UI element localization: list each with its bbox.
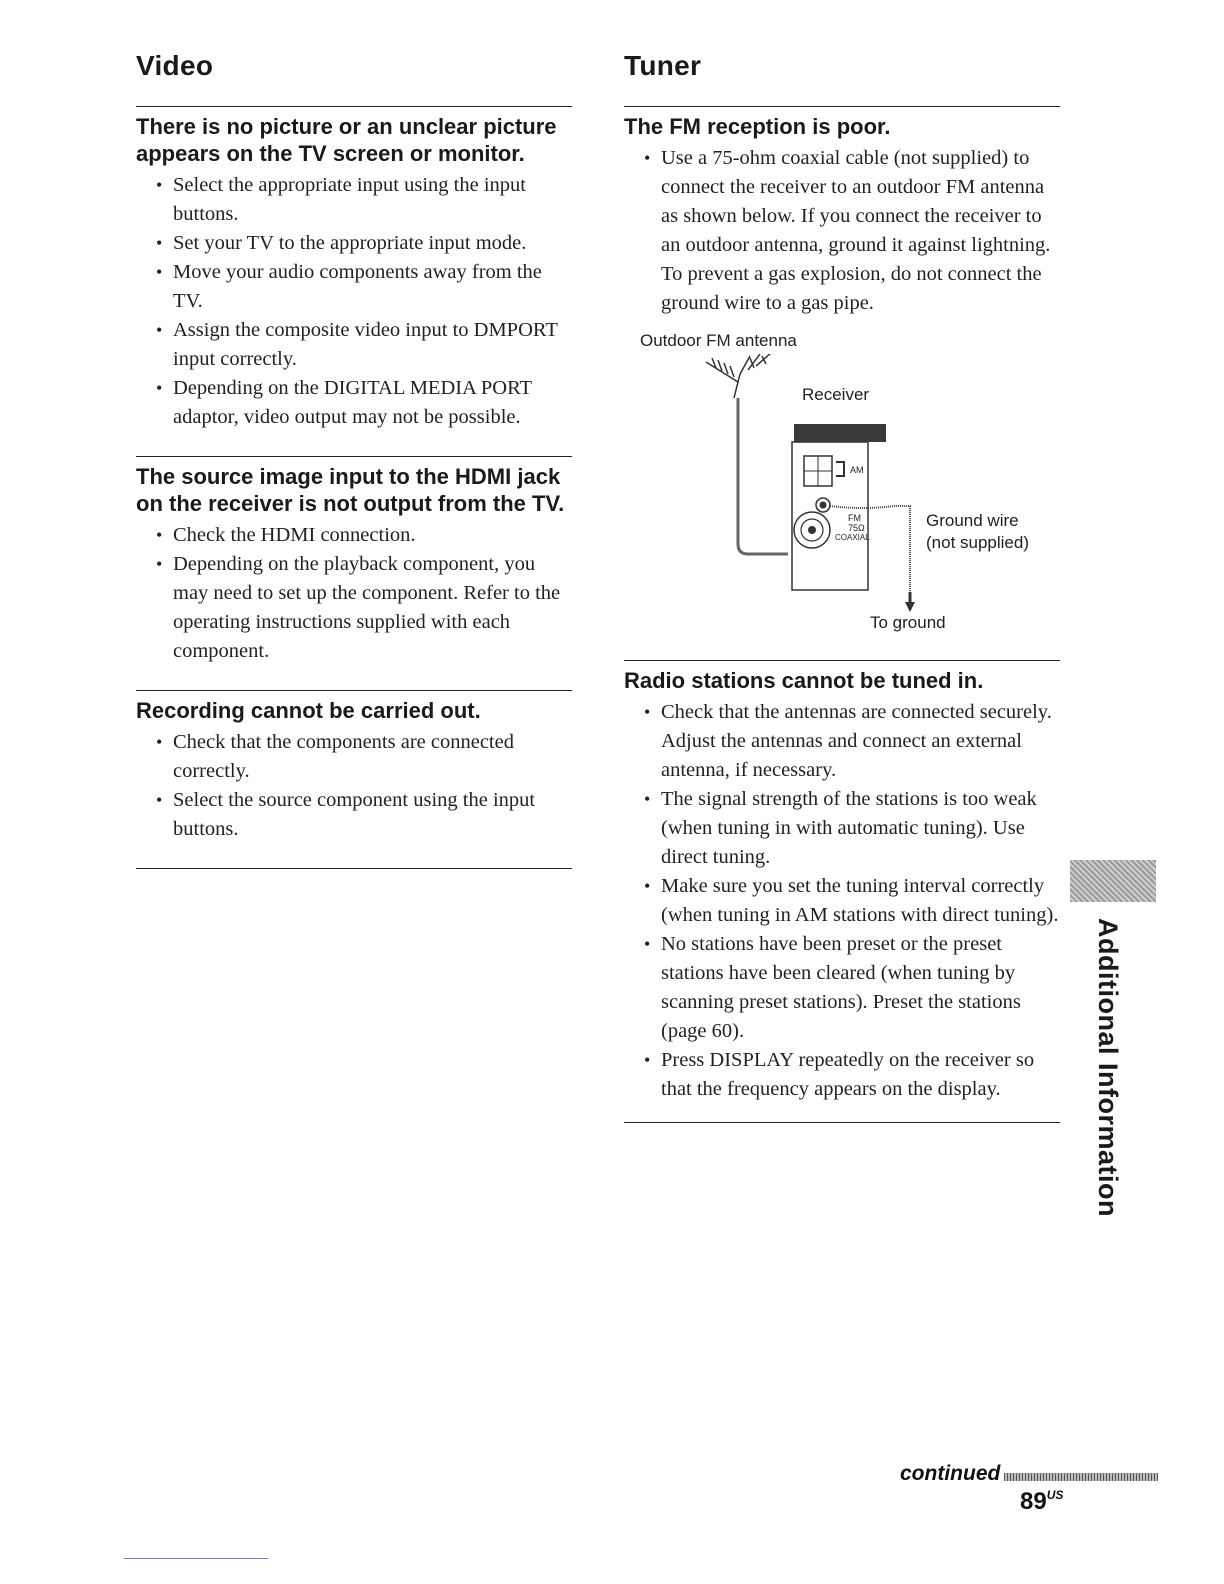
ground-wire-label: Ground wire [926, 511, 1019, 530]
tuner-topic-cannot-tune [624, 660, 1060, 1104]
down-arrow-icon [905, 592, 915, 612]
section-end-rule [136, 868, 572, 869]
receiver-label: Receiver [802, 385, 870, 404]
list-item: • The signal strength of the stations is too weak (when tuning in with automatic tuning). Use direct tuning. [644, 785, 1060, 872]
topic-title: There is no picture or an unclear picture appears on the TV screen or monitor. [136, 114, 557, 166]
list-item: • Check the HDMI connection. [156, 521, 572, 550]
bullet-list [624, 698, 1060, 1104]
outdoor-antenna-label: Outdoor FM antenna [640, 331, 797, 350]
antenna-connection-drawing [624, 354, 1060, 634]
bullet-list [624, 144, 1060, 318]
bullet-list [136, 521, 572, 666]
video-topic-hdmi [136, 456, 572, 666]
fm-terminal-label-1: FM [848, 513, 861, 523]
coaxial-cable-line [738, 398, 788, 554]
video-topic-no-picture [136, 106, 572, 432]
list-item: • Assign the composite video input to DMPORT input correctly. [156, 316, 572, 374]
topic-title: Recording cannot be carried out. [136, 698, 481, 723]
fm-terminal-label-3: COAXIAL [835, 533, 870, 542]
fm-antenna-diagram [624, 330, 1060, 660]
video-heading: Video [136, 50, 214, 81]
list-item: • Check that the components are connected correctly. [156, 728, 572, 786]
list-item: • Depending on the playback component, you may need to set up the component. Refer to the operating instructions supplied with each component. [156, 550, 572, 666]
topic-title: Radio stations cannot be tuned in. [624, 668, 984, 693]
page-number-value: 89 [1020, 1488, 1047, 1515]
tuner-section [624, 50, 1060, 1123]
continued-text: continued [900, 1462, 1001, 1485]
tuner-topic-fm-reception [624, 106, 1060, 318]
video-section [136, 50, 572, 869]
list-item: • No stations have been preset or the preset stations have been cleared (when tuning by scanning preset stations). Preset the stations (page 60). [644, 930, 1060, 1046]
chapter-tab-marker [1070, 860, 1156, 902]
antenna-icon [706, 354, 772, 398]
list-item: • Select the appropriate input using the input buttons. [156, 171, 572, 229]
chapter-side-label: Additional Information [1093, 918, 1123, 1217]
list-item: • Move your audio components away from the TV. [156, 258, 572, 316]
fm-terminal-label-2: 75Ω [848, 523, 865, 533]
bullet-list [136, 171, 572, 432]
page-number [1020, 1488, 1063, 1516]
to-ground-label: To ground [870, 613, 946, 632]
section-end-rule [624, 1122, 1060, 1123]
list-item: • Check that the antennas are connected securely. Adjust the antennas and connect an external antenna, if necessary. [644, 698, 1060, 785]
list-item: • Depending on the DIGITAL MEDIA PORT adaptor, video output may not be possible. [156, 374, 572, 432]
topic-title: The source image input to the HDMI jack on the receiver is not output from the TV. [136, 464, 565, 516]
video-topic-recording [136, 690, 572, 844]
list-item: • Select the source component using the input buttons. [156, 786, 572, 844]
list-item: • Set your TV to the appropriate input mode. [156, 229, 572, 258]
list-item: • Use a 75-ohm coaxial cable (not supplied) to connect the receiver to an outdoor FM antenna as shown below. If you connect the receiver to an outdoor antenna, ground it against lightning. To prevent a gas explosion, do not connect the ground wire to a gas pipe. [644, 144, 1060, 318]
page-number-suffix: US [1046, 1488, 1064, 1502]
list-item: • Press DISPLAY repeatedly on the receiver so that the frequency appears on the display. [644, 1046, 1060, 1104]
bullet-list [136, 728, 572, 844]
continued-indicator [898, 1462, 1160, 1488]
ground-wire-note: (not supplied) [926, 533, 1030, 552]
antenna-panel-label: ANTENNA [798, 403, 866, 418]
list-item: • Make sure you set the tuning interval correctly (when tuning in AM stations with direct tuning). [644, 872, 1060, 930]
continued-bar [1004, 1473, 1158, 1481]
am-terminal-label: AM [850, 465, 864, 475]
topic-title: The FM reception is poor. [624, 114, 891, 139]
tuner-heading: Tuner [624, 50, 702, 81]
footer-rule [124, 1558, 268, 1559]
